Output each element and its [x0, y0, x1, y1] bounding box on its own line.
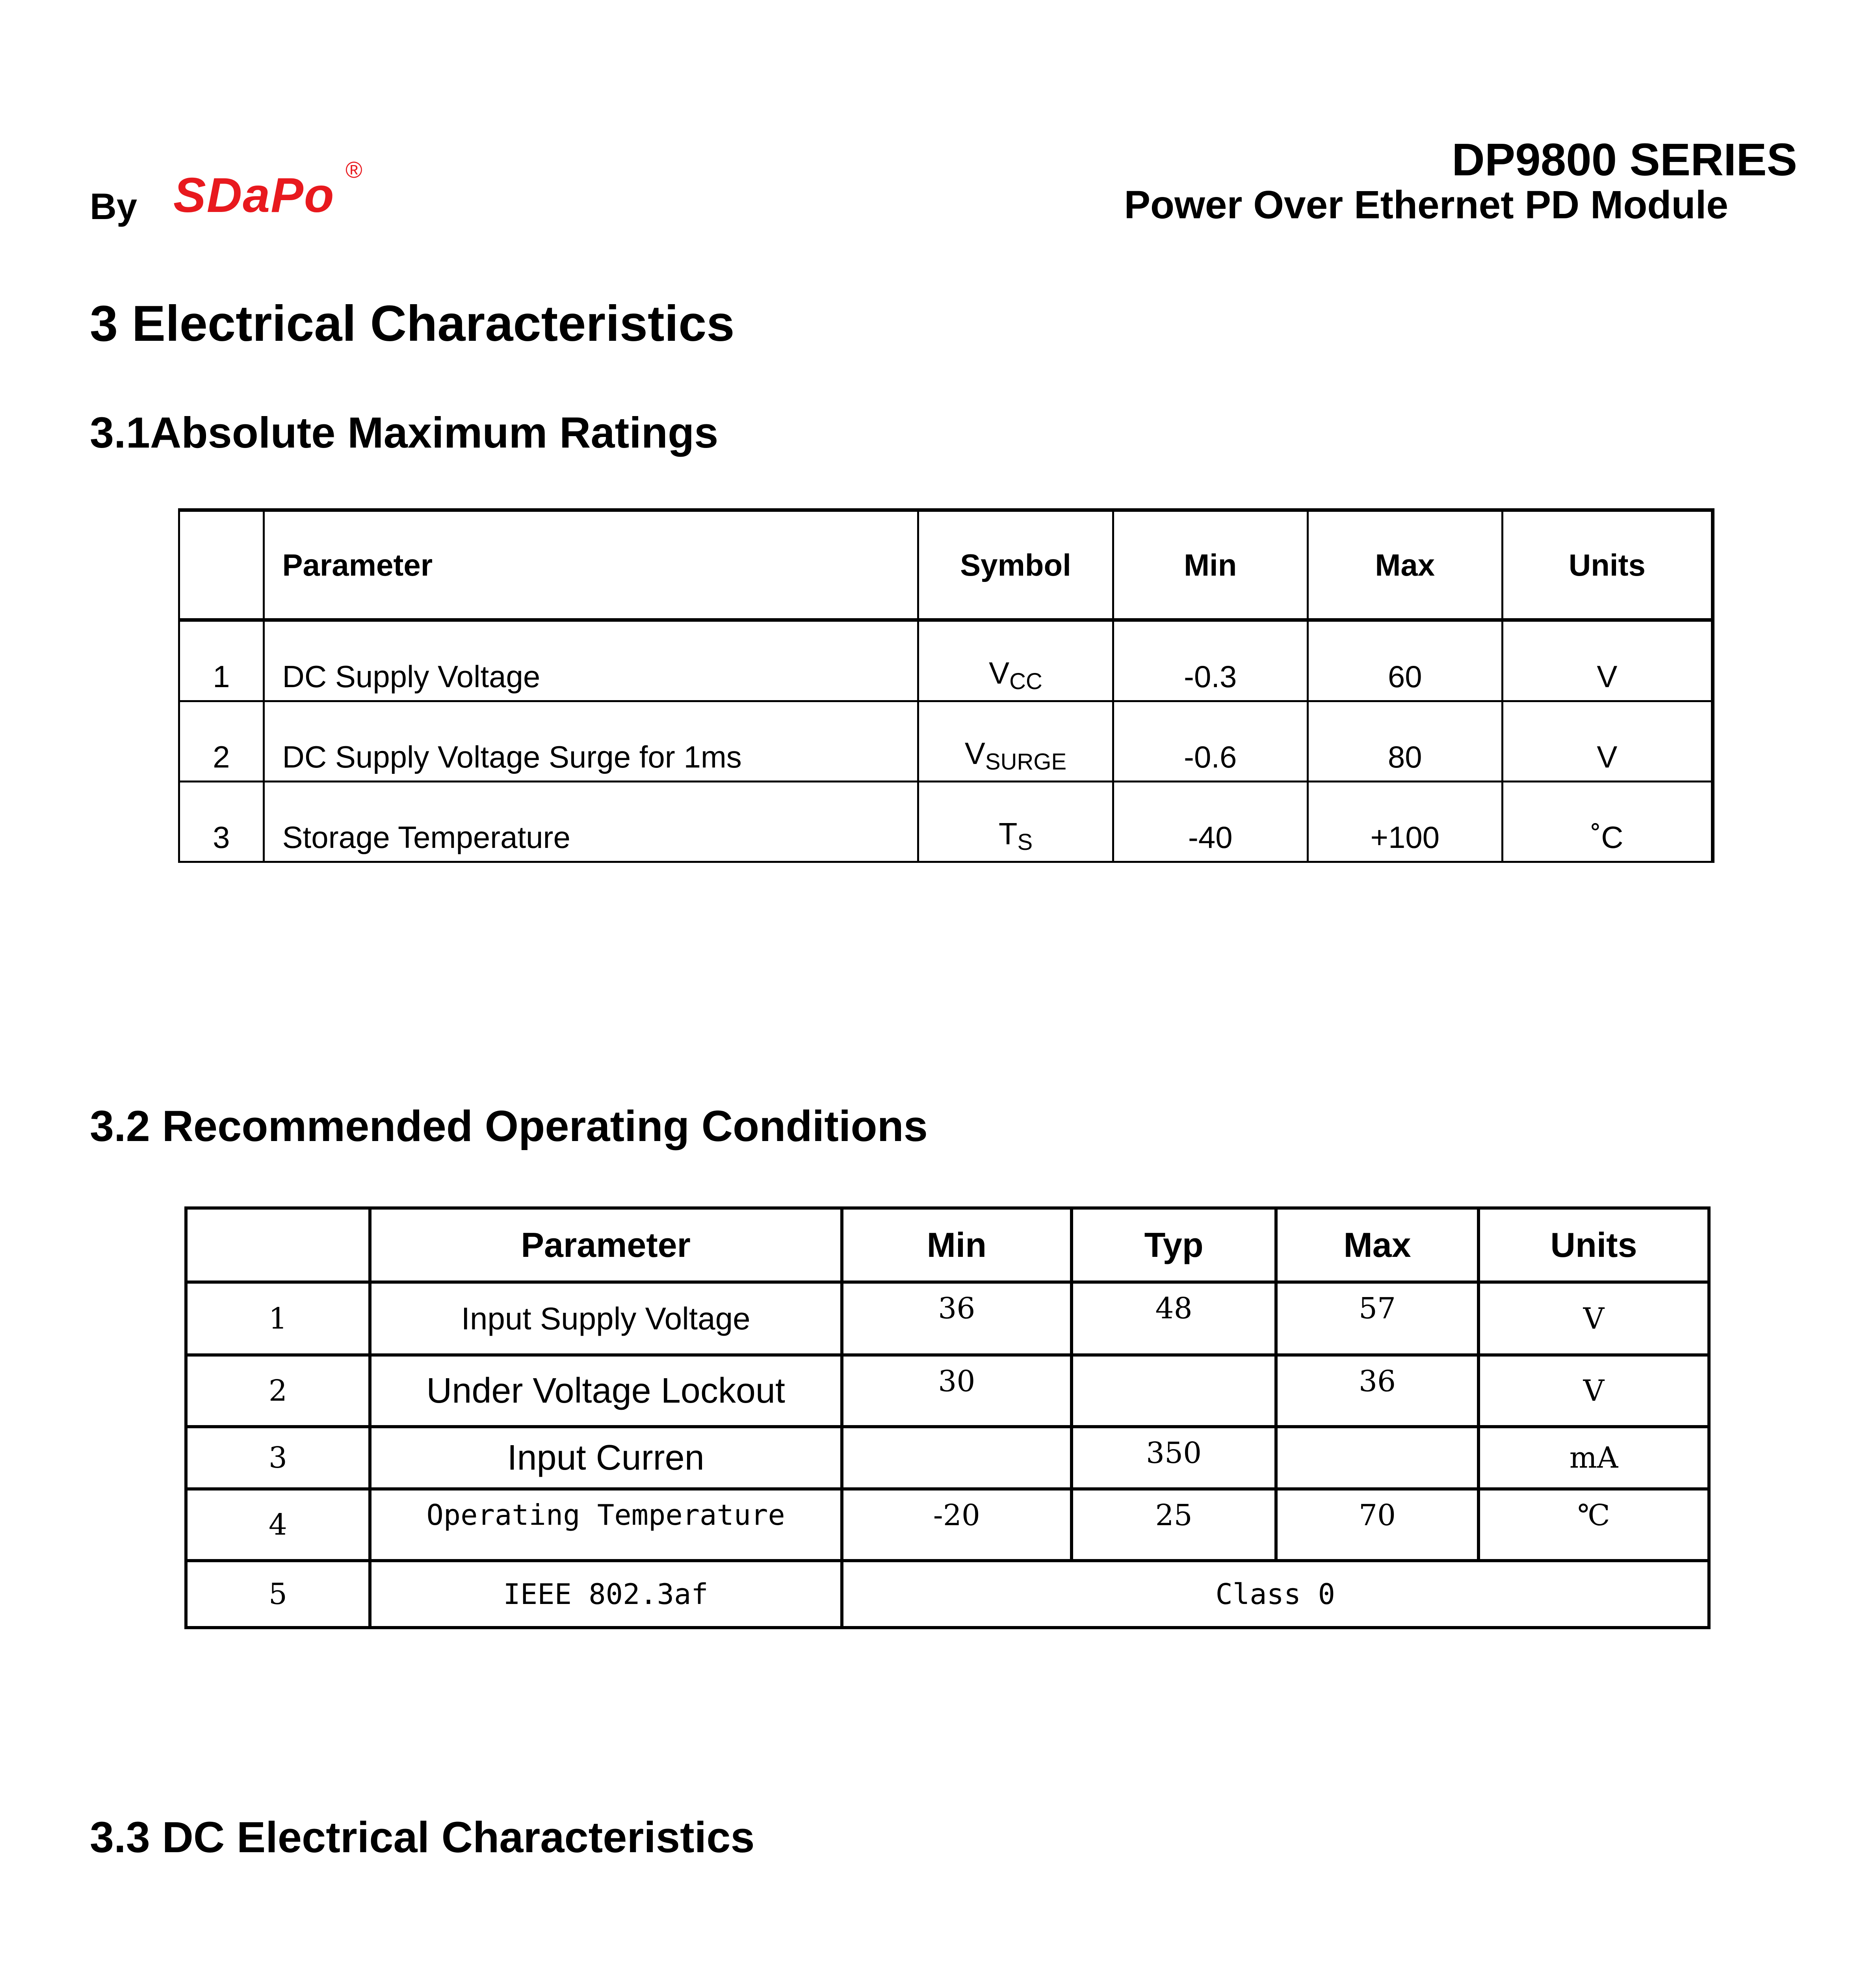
symbol-subscript: S: [1017, 829, 1033, 855]
parameter-cell: DC Supply Voltage Surge for 1ms: [264, 701, 918, 782]
max-cell: 70: [1276, 1489, 1479, 1561]
header-cell: [186, 1208, 370, 1282]
parameter-cell: Under Voltage Lockout: [370, 1355, 842, 1427]
parameter-cell: Operating Temperature: [370, 1489, 842, 1561]
row-number: 2: [179, 701, 264, 782]
symbol-cell: [918, 782, 1113, 862]
row-number: 1: [186, 1282, 370, 1355]
min-cell: 36: [842, 1282, 1072, 1355]
header-cell: Units: [1502, 510, 1713, 620]
section-3-2-heading: 3.2 Recommended Operating Conditions: [90, 1102, 928, 1150]
row-number: 3: [186, 1427, 370, 1489]
unit-cell: mA: [1479, 1427, 1709, 1489]
min-cell: -20: [842, 1489, 1072, 1561]
typ-cell: [1072, 1355, 1276, 1427]
sdapo-logo: SDaPo: [173, 168, 335, 223]
unit-cell: ˚C: [1502, 782, 1713, 862]
symbol-main: V: [964, 736, 985, 771]
table-row: [186, 1427, 1709, 1489]
symbol-subscript: CC: [1009, 669, 1042, 694]
max-cell: [1276, 1427, 1479, 1489]
parameter-cell: DC Supply Voltage: [264, 620, 918, 701]
parameter-cell: Input Supply Voltage: [370, 1282, 842, 1355]
table-row: [186, 1489, 1709, 1561]
header-cell: Symbol: [918, 510, 1113, 620]
header-cell: Parameter: [264, 510, 918, 620]
parameter-cell: Storage Temperature: [264, 782, 918, 862]
row-number: 5: [186, 1561, 370, 1628]
header-cell: Max: [1276, 1208, 1479, 1282]
unit-cell: V: [1479, 1282, 1709, 1355]
max-cell: 80: [1308, 701, 1502, 782]
row-number: 2: [186, 1355, 370, 1427]
max-cell: +100: [1308, 782, 1502, 862]
header-cell: Min: [1113, 510, 1308, 620]
symbol-cell: [918, 701, 1113, 782]
section-3-3-heading: 3.3 DC Electrical Characteristics: [90, 1813, 755, 1862]
table-row: [179, 782, 1713, 862]
typ-cell: 25: [1072, 1489, 1276, 1561]
header-cell: Max: [1308, 510, 1502, 620]
series-title: DP9800 SERIES: [1452, 134, 1797, 185]
parameter-cell: Input Curren: [370, 1427, 842, 1489]
table-header-row: [179, 510, 1713, 620]
unit-cell: ℃: [1479, 1489, 1709, 1561]
symbol-main: V: [989, 656, 1010, 690]
by-label: By: [90, 186, 137, 227]
table-row: [186, 1561, 1709, 1628]
symbol-cell: [918, 620, 1113, 701]
unit-cell: V: [1502, 701, 1713, 782]
absolute-max-ratings-table: [178, 508, 1714, 863]
typ-cell: 350: [1072, 1427, 1276, 1489]
table-row: [179, 620, 1713, 701]
unit-cell: V: [1479, 1355, 1709, 1427]
min-cell: 30: [842, 1355, 1072, 1427]
table-row: [179, 701, 1713, 782]
header-cell: Units: [1479, 1208, 1709, 1282]
section-3-1-heading: 3.1Absolute Maximum Ratings: [90, 409, 719, 457]
table-row: [186, 1355, 1709, 1427]
min-cell: [842, 1427, 1072, 1489]
header-cell: Typ: [1072, 1208, 1276, 1282]
recommended-operating-conditions-table: [184, 1206, 1711, 1629]
parameter-cell: IEEE 802.3af: [370, 1561, 842, 1628]
table-header-row: [186, 1208, 1709, 1282]
row-number: 3: [179, 782, 264, 862]
registered-mark: ®: [345, 157, 362, 183]
row-number: 1: [179, 620, 264, 701]
typ-cell: 48: [1072, 1282, 1276, 1355]
symbol-subscript: SURGE: [985, 749, 1067, 775]
min-cell: -0.3: [1113, 620, 1308, 701]
max-cell: 36: [1276, 1355, 1479, 1427]
header-cell: Min: [842, 1208, 1072, 1282]
max-cell: 60: [1308, 620, 1502, 701]
max-cell: 57: [1276, 1282, 1479, 1355]
header-cell: Parameter: [370, 1208, 842, 1282]
product-subtitle: Power Over Ethernet PD Module: [1124, 183, 1728, 227]
class-cell: Class 0: [842, 1561, 1709, 1628]
min-cell: -40: [1113, 782, 1308, 862]
row-number: 4: [186, 1489, 370, 1561]
min-cell: -0.6: [1113, 701, 1308, 782]
table-row: [186, 1282, 1709, 1355]
symbol-main: T: [998, 816, 1018, 851]
section-3-heading: 3 Electrical Characteristics: [90, 296, 735, 352]
unit-cell: V: [1502, 620, 1713, 701]
header-cell: [179, 510, 264, 620]
